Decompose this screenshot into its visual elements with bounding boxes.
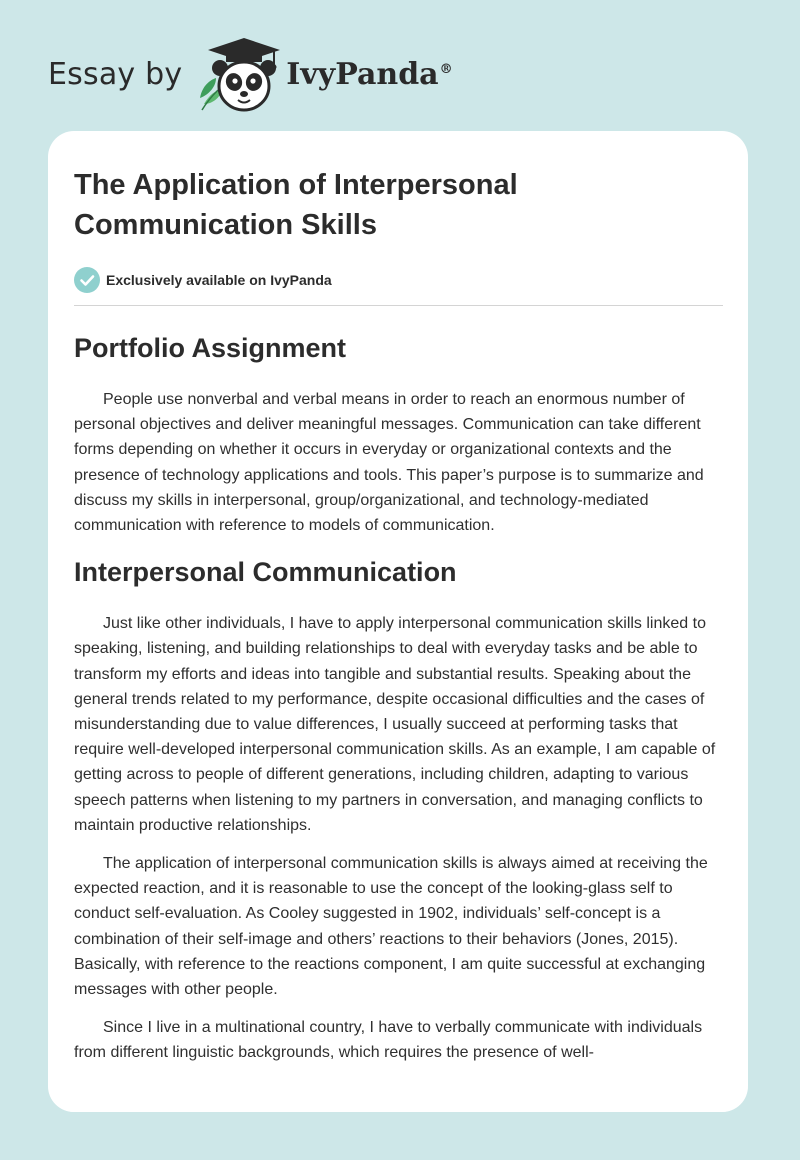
- brand-name-text: IvyPanda: [286, 56, 439, 92]
- panda-graduate-icon: [196, 34, 280, 114]
- section-heading: Interpersonal Communication: [74, 557, 457, 588]
- section-heading: Portfolio Assignment: [74, 333, 347, 363]
- essay-title: The Application of Interpersonal Communication Skills: [74, 169, 518, 241]
- paragraph: Since I live in a multinational country, I have to verbally communicate with individuals from different linguistic backgrounds, which requires the presence of well-: [74, 1019, 703, 1062]
- section-interpersonal-communication: [74, 555, 723, 1065]
- essay-content: [74, 165, 723, 1066]
- registered-mark: ®: [439, 61, 453, 77]
- brand-prefix: Essay by: [48, 56, 183, 92]
- brand-name: [286, 57, 452, 92]
- exclusive-badge: [74, 267, 723, 293]
- paragraph: The application of interpersonal communication skills is always aimed at receiving the expected reaction, and it is reasonable to use the concept of the looking-glass self to conduct self-evaluation. As Cooley suggested in 1902, individuals’ self-concept is a combination of their self-image and others’ reactions to their behaviors (Jones, 2015). Basically, with reference to the reactions component, I am quite successful at exchanging messages with other people.: [74, 855, 708, 999]
- paragraph: Just like other individuals, I have to apply interpersonal communication skills linked to speaking, listening, and building relationships to deal with everyday tasks and be able to transform my efforts and ideas into tangible and substantial results. Speaking about the general trends related to my performance, despite occasional difficulties and the cases of misunderstanding due to value differences, I usually succeed at performing tasks that require well-developed interpersonal communication skills. As an example, I am capable of getting across to people of different generations, including children, adapting to various speech patterns when listening to my partners in conversation, and managing conflicts to maintain productive relationships.: [74, 615, 716, 834]
- divider: [74, 305, 723, 306]
- section-portfolio-assignment: [74, 331, 723, 538]
- essay-card: [48, 131, 748, 1112]
- exclusive-label: Exclusively available on IvyPanda: [106, 272, 332, 288]
- paragraph: People use nonverbal and verbal means in order to reach an enormous number of personal objectives and deliver meaningful messages. Communication can take different forms depending on whether it occurs in everyday or organizational contexts and the presence of technology applications and tools. This paper’s purpose is to summarize and discuss my skills in interpersonal, group/organizational, and technology-mediated communication with reference to models of communication.: [74, 391, 704, 535]
- bottom-fade: [48, 1072, 748, 1112]
- brand-header[interactable]: [48, 34, 453, 114]
- check-badge-icon: [74, 267, 100, 293]
